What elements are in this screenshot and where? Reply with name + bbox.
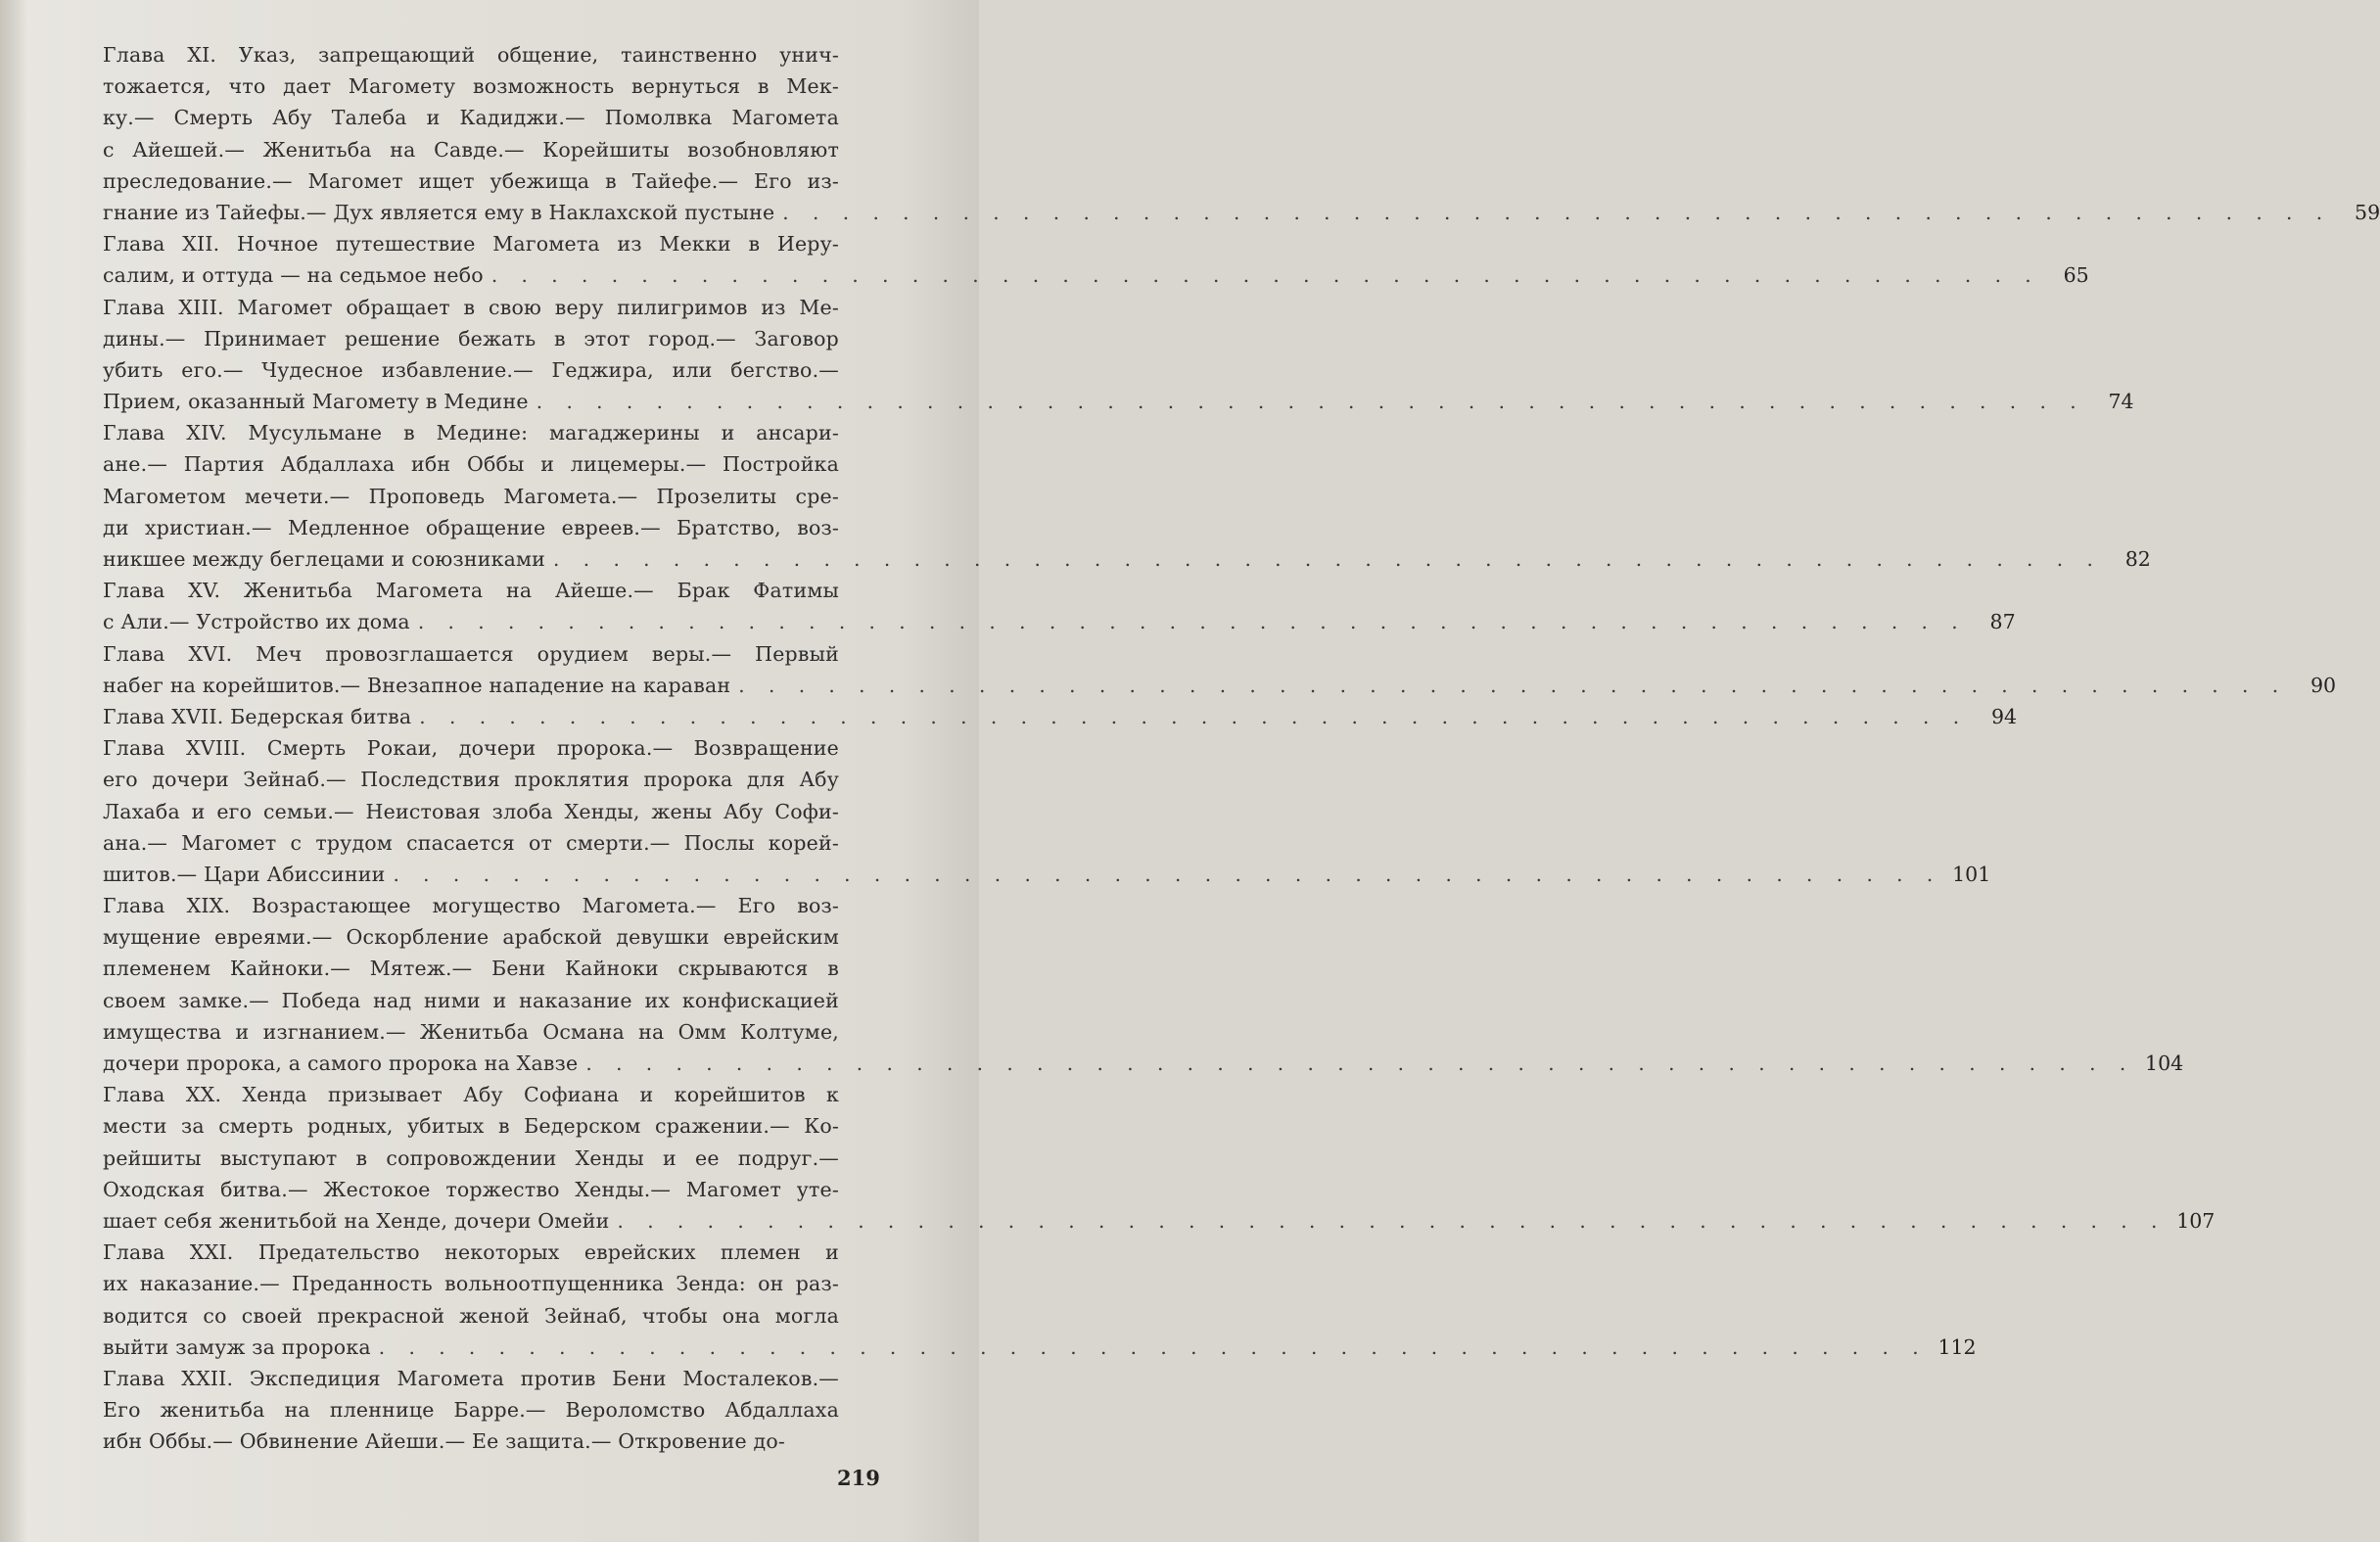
toc-line-text: Глава XX. Хенда призывает Абу Софиана и корейшитов к (103, 1083, 839, 1107)
toc-line (103, 1268, 891, 1299)
toc-entry (103, 417, 2151, 575)
toc-line-text: Глава XIII. Магомет обращает в свою веру пилигримов из Ме- (103, 295, 839, 319)
toc-line (103, 921, 891, 953)
toc-line (103, 1174, 891, 1205)
toc-entry (103, 575, 2016, 637)
toc-line (103, 1300, 891, 1332)
toc-line-text: его дочери Зейнаб.— Последствия проклятия пророка для Абу (103, 768, 839, 792)
toc-line-text: Глава XVII. Бедерская битва (103, 704, 412, 728)
toc-line-text: дины.— Принимает решение бежать в этот город.— Заговор (103, 326, 839, 350)
toc-line-text: своем замке.— Победа над ними и наказание их конфискацией (103, 988, 839, 1012)
toc-line (103, 386, 2134, 417)
toc-page-number: 112 (1937, 1334, 1977, 1359)
leader-dots (484, 259, 2040, 291)
leader-dots (371, 1332, 1928, 1363)
toc-page-number: 65 (2063, 263, 2089, 288)
toc-line-text: шает себя женитьбой на Хенде, дочери Омейи (103, 1208, 610, 1233)
toc-line-text: с Али.— Устройство их дома (103, 610, 410, 634)
toc-entry (103, 228, 2089, 291)
toc-line-text: ане.— Партия Абдаллаха ибн Оббы и лицемеры.— Постройка (103, 452, 839, 477)
page-edge-shadow (901, 0, 979, 1542)
toc-line-text: Оходская битва.— Жестокое торжество Хенды.— Магомет уте- (103, 1177, 839, 1201)
toc-line (103, 1363, 891, 1394)
toc-line (103, 354, 891, 386)
toc-entry (103, 732, 1991, 890)
toc-line (103, 323, 891, 354)
toc-entry (103, 638, 2337, 701)
toc-line-text: с Айешей.— Женитьба на Савде.— Корейшиты возобновляют (103, 137, 839, 162)
toc-line-text: Глава XI. Указ, запрещающий общение, таинственно унич- (103, 43, 839, 67)
toc-line-text: Прием, оказанный Магомету в Медине (103, 390, 529, 414)
toc-line-text: шитов.— Цари Абиссинии (103, 862, 386, 886)
toc-page-number: 101 (1952, 862, 1991, 886)
toc-line-text: водится со своей прекрасной женой Зейнаб, чтобы она могла (103, 1303, 839, 1328)
leader-dots (774, 197, 2331, 228)
toc-line-text: выйти замуж за пророка (103, 1334, 371, 1359)
toc-line (103, 985, 891, 1016)
toc-page-number: 90 (2310, 673, 2337, 697)
toc-line-text: Его женитьба на пленнице Барре.— Вероломство Абдаллаха (103, 1398, 839, 1423)
toc-entry (103, 292, 2134, 418)
toc-line-text: набег на корейшитов.— Внезапное нападение на караван (103, 673, 731, 697)
toc-line-text: ана.— Магомет с трудом спасается от смерти.— Послы корей- (103, 830, 839, 855)
toc-line (103, 701, 2018, 732)
toc-line-text: тожается, что дает Магомету возможность вернуться в Мек- (103, 74, 839, 99)
toc-line-text: Лахаба и его семьи.— Неистовая злоба Хенды, жены Абу Софи- (103, 799, 839, 823)
leader-dots (529, 386, 2085, 417)
toc-line (103, 134, 891, 165)
toc-line (103, 1048, 2184, 1079)
leader-dots (385, 859, 1941, 890)
toc-line (103, 1143, 891, 1174)
toc-line-text: Глава XV. Женитьба Магомета на Айеше.— Брак Фатимы (103, 579, 839, 603)
toc-entry (103, 701, 2018, 732)
toc-line-text: мести за смерть родных, убитых в Бедерском сражении.— Ко- (103, 1114, 839, 1139)
toc-line (103, 890, 891, 921)
toc-page-number: 107 (2176, 1208, 2216, 1233)
leader-dots (410, 606, 1967, 637)
toc-line (103, 165, 891, 197)
toc-line (103, 417, 891, 448)
leader-dots (578, 1048, 2134, 1079)
toc-line-text: имущества и изгнанием.— Женитьба Османа на Омм Колтуме, (103, 1019, 839, 1044)
toc-line (103, 102, 891, 133)
toc-line-text: их наказание.— Преданность вольноотпущенника Зенда: он раз- (103, 1272, 839, 1296)
toc-page-number: 82 (2124, 547, 2151, 571)
toc-line-text: Глава XIX. Возрастающее могущество Магомета.— Его воз- (103, 894, 839, 918)
toc-line (103, 638, 891, 670)
toc-line (103, 543, 2151, 575)
toc-line (103, 197, 2380, 228)
toc-line-text: Глава XII. Ночное путешествие Магомета из Мекки в Иеру- (103, 232, 839, 257)
toc-line-text: салим, и оттуда — на седьмое небо (103, 263, 484, 288)
toc-line-text: рейшиты выступают в сопровождении Хенды и ее подруг.— (103, 1145, 839, 1170)
toc-line (103, 228, 891, 259)
leader-dots (730, 670, 2287, 701)
toc-entry (103, 1237, 1977, 1363)
toc-line (103, 292, 891, 323)
toc-line (103, 1425, 891, 1457)
toc-line-text: дочери пророка, а самого пророка на Хавзе (103, 1051, 579, 1075)
gutter-shadow (0, 0, 27, 1542)
toc-line-text: Глава XXI. Предательство некоторых еврейских племен и (103, 1240, 839, 1265)
toc-line-text: мущение евреями.— Оскорбление арабской девушки еврейским (103, 925, 839, 950)
toc-entry (103, 890, 2184, 1079)
toc-line (103, 670, 2337, 701)
toc-line (103, 1332, 1977, 1363)
toc-page-number: 74 (2108, 390, 2134, 414)
toc-line (103, 512, 891, 543)
toc-line-text: гнание из Тайефы.— Дух является ему в Наклахской пустыне (103, 200, 775, 224)
toc-line-text: ибн Оббы.— Обвинение Айеши.— Ее защита.— Откровение до- (103, 1429, 786, 1454)
toc-line-text: преследование.— Магомет ищет убежища в Тайефе.— Его из- (103, 168, 839, 193)
toc-entry (103, 39, 2380, 228)
leader-dots (545, 543, 2102, 575)
toc-line-text: Глава XXII. Экспедиция Магомета против Бени Мосталеков.— (103, 1366, 839, 1390)
toc-line (103, 606, 2016, 637)
toc-entry (103, 1363, 891, 1458)
toc-line (103, 859, 1991, 890)
toc-line-text: ди христиан.— Медленное обращение евреев.— Братство, воз- (103, 515, 839, 539)
toc-line-text: Глава XVI. Меч провозглашается орудием веры.— Первый (103, 641, 839, 666)
toc-line-text: Глава XIV. Мусульмане в Медине: магаджерины и ансари- (103, 421, 839, 445)
toc-line (103, 1110, 891, 1142)
toc-line (103, 827, 891, 859)
toc-line (103, 481, 891, 512)
toc-line-text: убить его.— Чудесное избавление.— Геджира, или бегство.— (103, 357, 839, 382)
toc-line-text: Глава XVIII. Смерть Рокаи, дочери пророка.— Возвращение (103, 736, 839, 761)
toc-line (103, 39, 891, 70)
toc-page-number: 94 (1991, 704, 2018, 728)
toc-line-text: никшее между беглецами и союзниками (103, 547, 546, 571)
table-of-contents (103, 39, 2380, 1457)
toc-line (103, 575, 891, 606)
page-number: 219 (837, 1466, 880, 1490)
toc-page-number: 59 (2355, 200, 2380, 224)
toc-page-number: 87 (1989, 610, 2016, 634)
toc-line-text: племенем Кайноки.— Мятеж.— Бени Кайноки скрываются в (103, 957, 839, 981)
toc-line (103, 259, 2089, 291)
toc-line (103, 764, 891, 795)
leader-dots (411, 701, 1968, 732)
toc-page-number: 104 (2145, 1051, 2184, 1075)
toc-line (103, 796, 891, 827)
toc-line (103, 1237, 891, 1268)
toc-line (103, 448, 891, 480)
toc-line (103, 1079, 891, 1110)
toc-line (103, 953, 891, 984)
toc-line (103, 70, 891, 102)
toc-line (103, 1016, 891, 1048)
toc-line (103, 1205, 2216, 1237)
toc-entry (103, 1079, 2216, 1237)
leader-dots (610, 1205, 2167, 1237)
toc-line (103, 1394, 891, 1425)
toc-line (103, 732, 891, 764)
toc-line-text: Магометом мечети.— Проповедь Магомета.— Прозелиты сре- (103, 484, 839, 508)
toc-line-text: ку.— Смерть Абу Талеба и Кадиджи.— Помолвка Магомета (103, 106, 839, 130)
